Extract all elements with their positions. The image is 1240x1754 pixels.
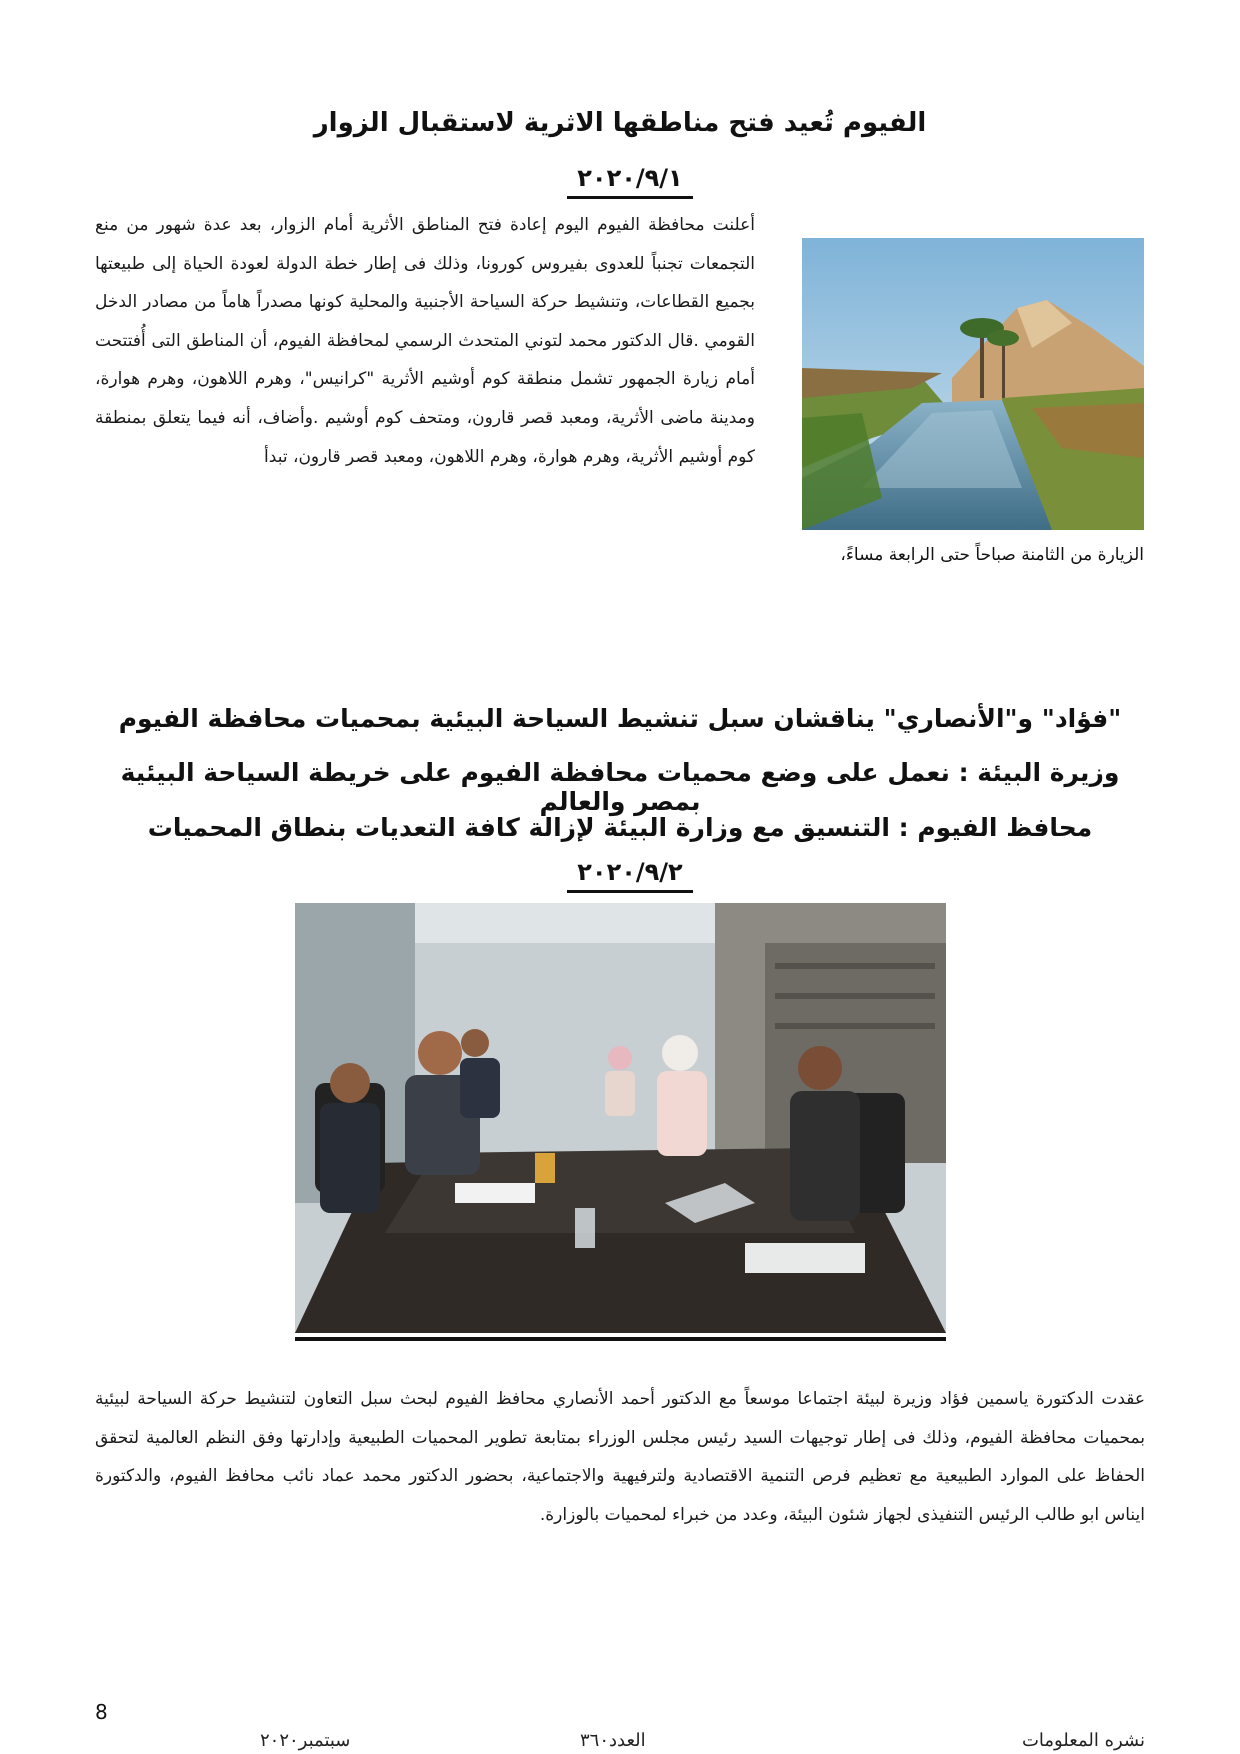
footer-month: سبتمبر٢٠٢٠: [260, 1730, 351, 1751]
footer-publication: نشره المعلومات: [1021, 1730, 1145, 1751]
river-photo: [802, 238, 1144, 530]
footer-issue: العدد٣٦٠: [580, 1730, 646, 1751]
article1-body: أعلنت محافظة الفيوم اليوم إعادة فتح المناطق الأثرية أمام الزوار، بعد عدة شهور من منع التجمعات تجنباً للعدوى بفيروس كورونا، وذلك فى إطار خطة الدولة لعودة الحياة إلى طبيعتها بجميع القطاعات، وتنشيط حركة السياحة الأجنبية والمحلية كونها مصدراً هاماً من مصادر الدخل القومي .قال الدكتور محمد لتوني المتحدث الرسمي لمحافظة الفيوم، أن المناطق التى أُفتتحت أمام زيارة الجمهور تشمل منطقة كوم أوشيم الأثرية "كرانيس"، وهرم اللاهون، وهرم هوارة، ومدينة ماضى الأثرية، ومعبد قصر قارون، ومتحف كوم أوشيم .وأضاف، أنه فيما يتعلق بمنطقة كوم أوشيم الأثرية، وهرم هوارة، وهرم اللاهون، ومعبد قصر قارون، تبدأ: [95, 215, 755, 467]
article2-headline-1: "فؤاد" و"الأنصاري" يناقشان سبل تنشيط السياحة البيئية بمحميات محافظة الفيوم: [118, 704, 1122, 733]
photo-caption: الزيارة من الثامنة صباحاً حتى الرابعة مساءً،: [840, 545, 1144, 565]
article2-body: عقدت الدكتورة ياسمين فؤاد وزيرة لبيئة اجتماعا موسعاً مع الدكتور أحمد الأنصاري محافظ الفيوم لبحث سبل التعاون لتنشيط حركة السياحة لبيئية بمحميات محافظة الفيوم، وذلك فى إطار توجيهات السيد رئيس مجلس الوزراء بمتابعة تطوير المحميات الطبيعية وإدارتها وفق النظم العالمية لتحقق الحفاظ على الموارد الطبيعية مع تعظيم فرص التنمية الاقتصادية ولترفيهية والاجتماعية، بحضور الدكتور محمد عماد نائب محافظ الفيوم، والدكتورة ايناس ابو طالب الرئيس التنفيذى لجهاز شئون البيئة، وعدد من خبراء لمحميات بالوزارة.: [95, 1389, 1145, 1525]
meeting-photo: [295, 903, 946, 1341]
article2-headline-2: وزيرة البيئة : نعمل على وضع محميات محافظة الفيوم على خريطة السياحة البيئية بمصر والعالم: [120, 758, 1120, 816]
article1-date: ٢٠٢٠/٩/١: [567, 164, 693, 199]
article2-date: ٢٠٢٠/٩/٢: [567, 858, 693, 893]
article2-headline-3: محافظ الفيوم : التنسيق مع وزارة البيئة لإزالة كافة التعديات بنطاق المحميات: [147, 813, 1093, 842]
page-number: 8: [95, 1700, 108, 1724]
article1-title: الفيوم تُعيد فتح مناطقها الاثرية لاستقبال الزوار: [313, 108, 927, 138]
